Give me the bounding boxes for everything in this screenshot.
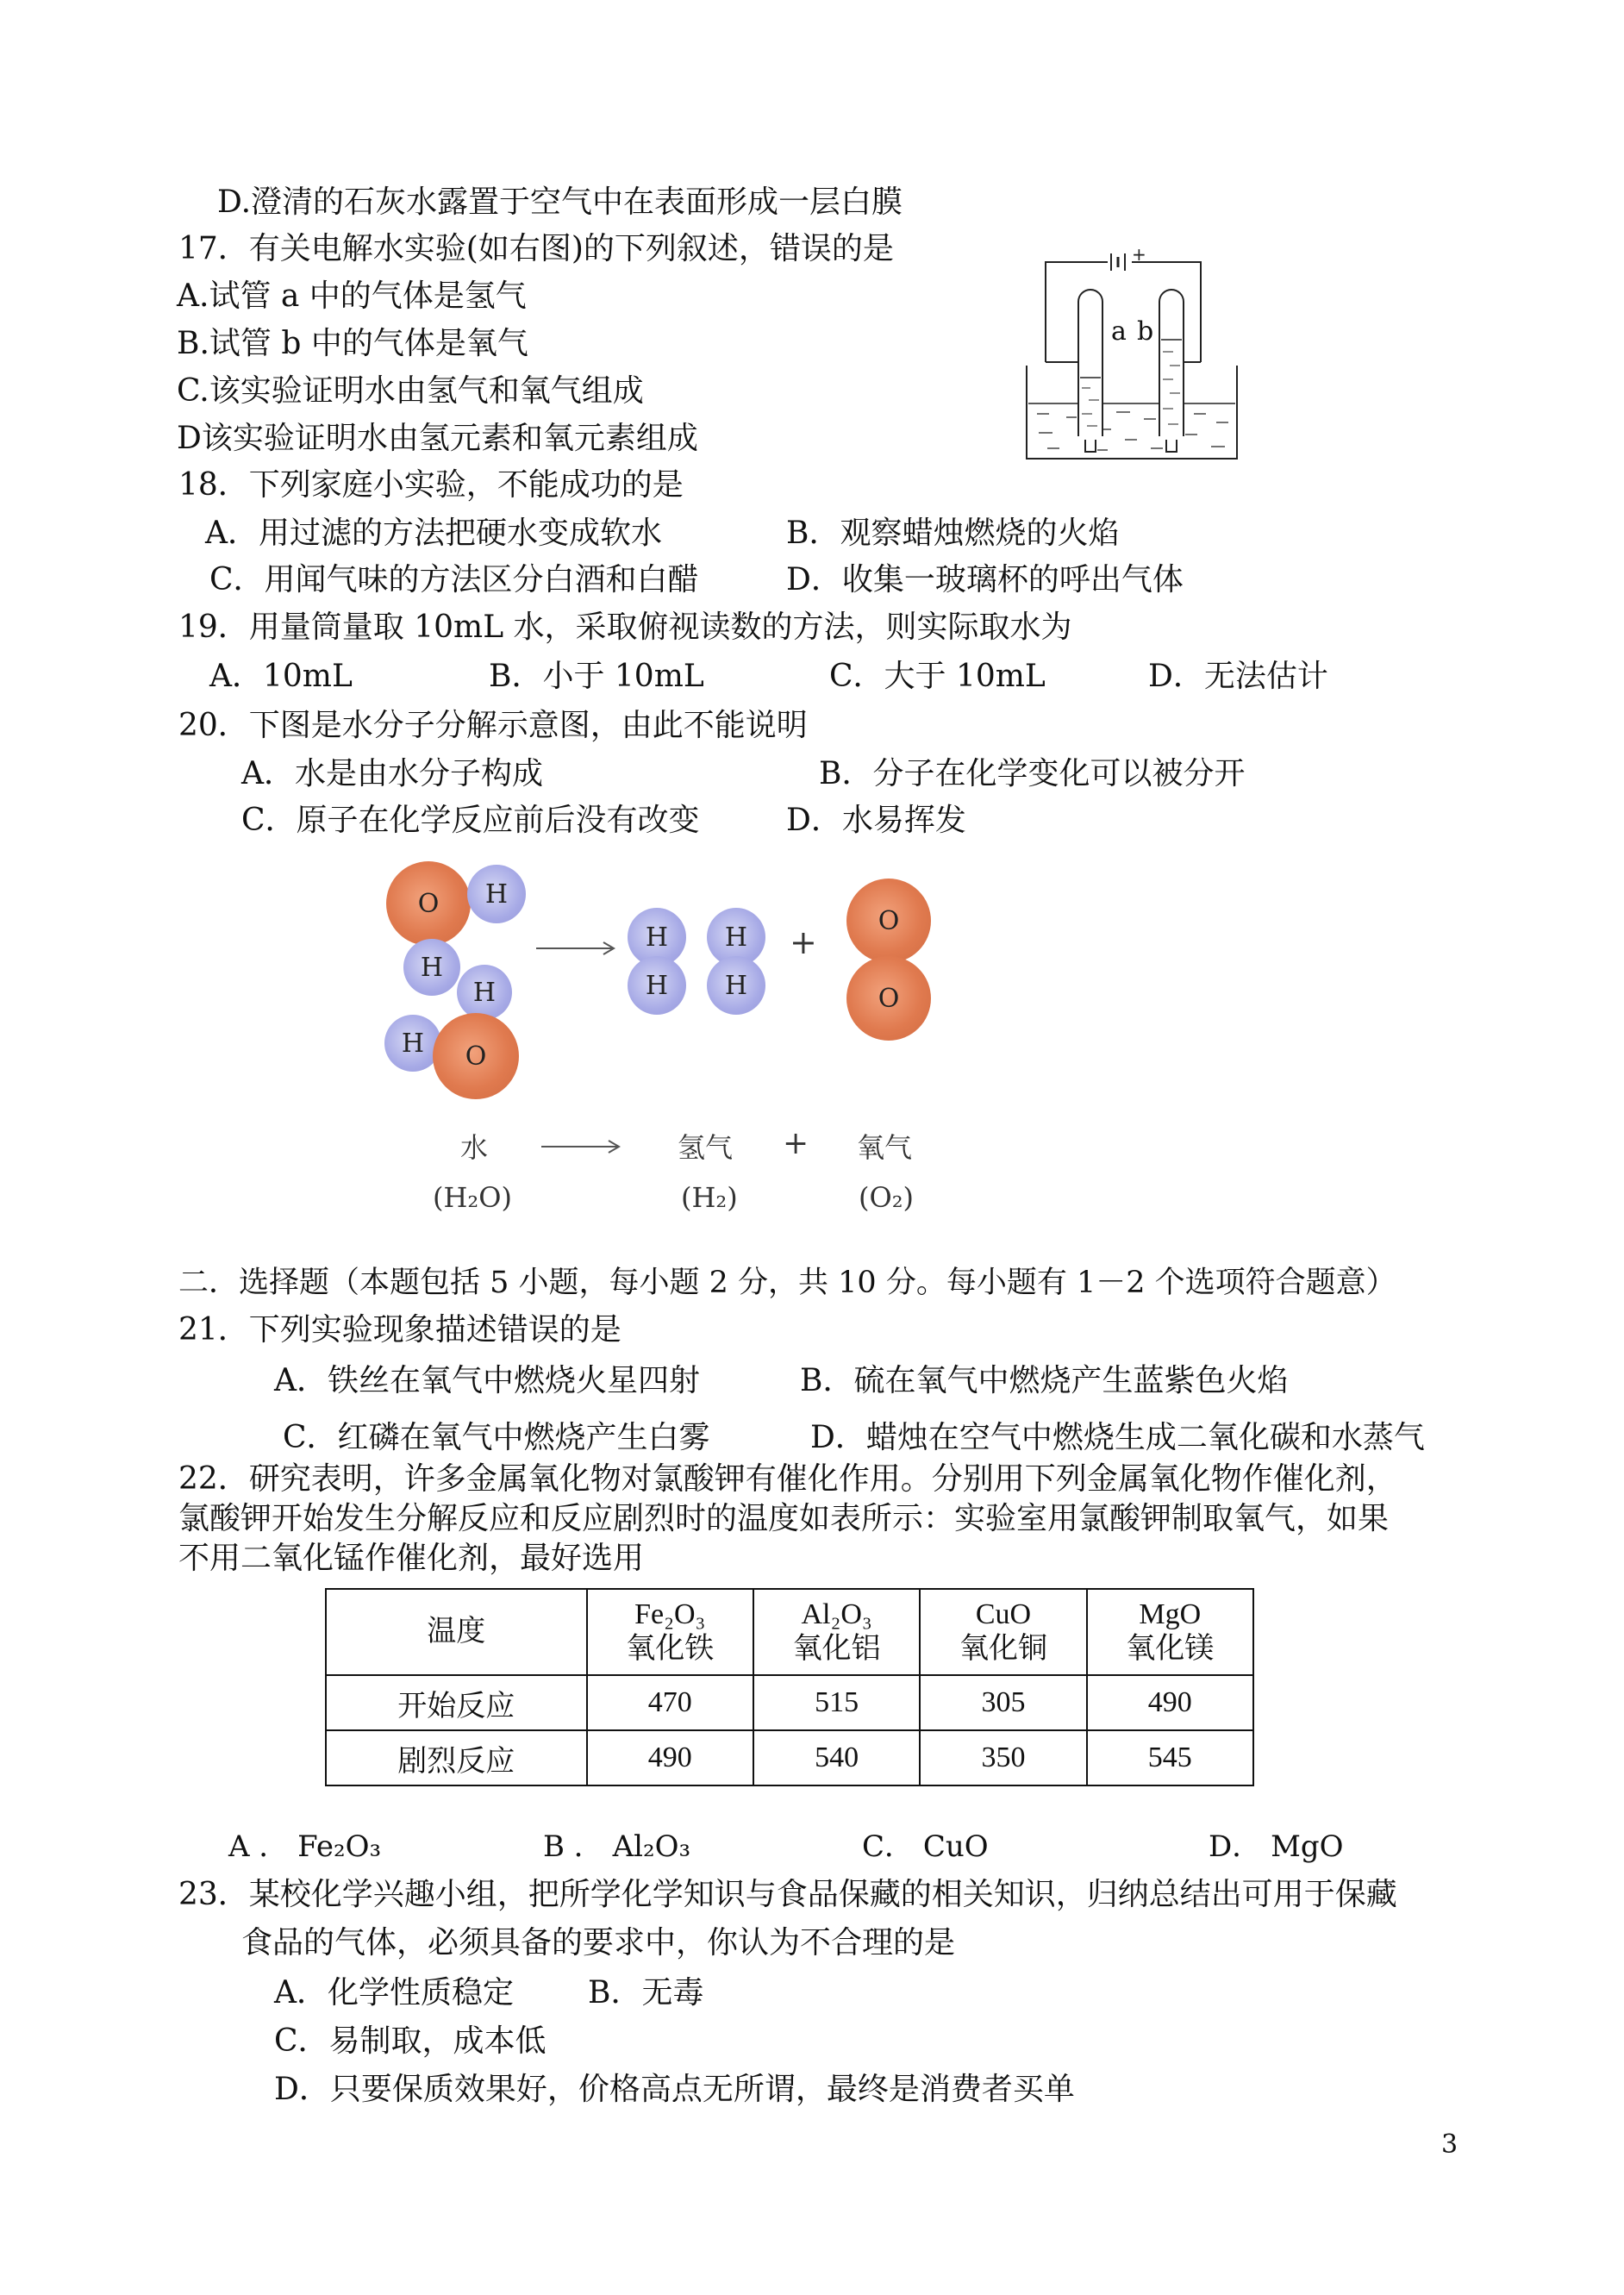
q23-option-d: D．只要保质效果好，价格高点无所谓，最终是消费者买单 [274, 2072, 1075, 2107]
q23-stem-line-2: 食品的气体，必须具备的要求中，你认为不合理的是 [241, 1925, 956, 1960]
table-cell: 545 [1087, 1730, 1253, 1785]
oxygen-atom: O [386, 861, 471, 946]
oxygen-atom: O [433, 1013, 519, 1099]
water-decomposition-figure: O H H H H O H H H H + O O 水 氢气 + 氧气 (H₂O) (H₂) (O₂) [371, 849, 940, 1229]
table-cell: 305 [920, 1675, 1086, 1730]
q16-option-d: D.澄清的石灰水露置于空气中在表面形成一层白膜 [217, 184, 903, 220]
plus-sign: + [783, 1126, 809, 1161]
q20-stem: 20．下图是水分子分解示意图，由此不能说明 [178, 708, 808, 743]
water-formula: H₂O [443, 1181, 502, 1214]
q21-option-c: C．红磷在氧气中燃烧产生白雾 [283, 1420, 710, 1455]
hydrogen-atom: H [457, 965, 512, 1020]
q22-option-c: C． CuO [862, 1829, 989, 1864]
catalyst-temperature-table [325, 1588, 1254, 1786]
page-number: 3 [1441, 2129, 1458, 2160]
oxygen-label: 氧气 [857, 1131, 913, 1164]
table-header-fe2o3 [587, 1589, 753, 1675]
water-label: 水 [460, 1131, 489, 1164]
table-cell: 490 [587, 1730, 753, 1785]
q18-option-b: B．观察蜡烛燃烧的火焰 [786, 516, 1120, 551]
table-cell: 515 [753, 1675, 920, 1730]
q22-stem-line-3: 不用二氧化锰作催化剂，最好选用 [178, 1541, 645, 1576]
table-row [326, 1675, 1253, 1730]
q19-stem: 19．用量筒量取 10mL 水，采取俯视读数的方法，则实际取水为 [178, 610, 1072, 645]
hydrogen-atom: H [467, 865, 526, 923]
formula: Al₂O₃ [801, 1598, 872, 1630]
q23-option-a: A．化学性质稳定 [274, 1975, 514, 2010]
q23-option-c: C．易制取，成本低 [274, 2023, 547, 2059]
formula: CuO [975, 1598, 1032, 1630]
section2-title: 二．选择题（本题包括 5 小题，每小题 2 分，共 10 分。每小题有 1－2 个选项符合题意） [178, 1266, 1396, 1300]
tube-b-label: b [1137, 316, 1154, 347]
q19-option-d: D．无法估计 [1148, 659, 1328, 694]
q19-option-a: A．10mL [209, 659, 353, 694]
row-label: 开始反应 [326, 1675, 587, 1730]
table-cell: 490 [1087, 1675, 1253, 1730]
q19-option-c: C．大于 10mL [829, 659, 1046, 694]
hydrogen-atom: H [628, 908, 686, 966]
q17-option-b: B.试管 b 中的气体是氧气 [177, 326, 528, 361]
table-row [326, 1730, 1253, 1785]
q18-option-d: D．收集一玻璃杯的呼出气体 [786, 562, 1184, 597]
oxide-name: 氧化铁 [626, 1633, 715, 1665]
q20-option-c: C．原子在化学反应前后没有改变 [241, 803, 700, 838]
oxide-name: 氧化镁 [1126, 1633, 1215, 1665]
table-header-al2o3 [753, 1589, 920, 1675]
table-cell: 350 [920, 1730, 1086, 1785]
table-cell: 470 [587, 1675, 753, 1730]
oxide-name: 氧化铜 [959, 1633, 1047, 1665]
table-cell: 540 [753, 1730, 920, 1785]
formula: MgO [1139, 1598, 1202, 1630]
q23-option-b: B．无毒 [588, 1975, 704, 2010]
battery-plus-label: + [1132, 248, 1146, 265]
battery-minus-label: - [1090, 251, 1097, 272]
formula: Fe₂O₃ [634, 1598, 706, 1630]
q21-option-b: B．硫在氧气中燃烧产生蓝紫色火焰 [800, 1363, 1289, 1398]
q22-option-b: B ． Al₂O₃ [543, 1829, 691, 1864]
hydrogen-label: 氢气 [678, 1131, 734, 1164]
plus-sign: + [790, 923, 817, 961]
q18-option-a: A．用过滤的方法把硬水变成软水 [205, 516, 662, 551]
q18-option-c: C．用闻气味的方法区分白酒和白醋 [209, 562, 699, 597]
q22-stem-line-1: 22．研究表明，许多金属氧化物对氯酸钾有催化作用。分别用下列金属氧化物作催化剂， [178, 1461, 1397, 1497]
reaction-arrow [534, 935, 621, 961]
hydrogen-formula: H₂ [691, 1181, 728, 1214]
q17-stem: 17．有关电解水实验(如右图)的下列叙述，错误的是 [178, 231, 894, 266]
q17-option-a: A.试管 a 中的气体是氢气 [177, 278, 527, 314]
reaction-arrow [540, 1134, 626, 1160]
q20-option-b: B．分子在化学变化可以被分开 [819, 756, 1246, 791]
q22-option-d: D． MgO [1209, 1829, 1344, 1864]
q21-option-d: D．蜡烛在空气中燃烧生成二氧化碳和水蒸气 [810, 1420, 1425, 1455]
q19-option-b: B．小于 10mL [489, 659, 704, 694]
q23-stem-line-1: 23．某校化学兴趣小组，把所学化学知识与食品保藏的相关知识，归纳总结出可用于保藏 [178, 1877, 1397, 1912]
oxygen-atom: O [846, 879, 931, 963]
hydrogen-atom: H [628, 956, 686, 1015]
oxygen-atom: O [846, 956, 931, 1041]
oxygen-formula: O₂ [869, 1181, 903, 1214]
q18-stem: 18．下列家庭小实验，不能成功的是 [178, 467, 684, 503]
q21-option-a: A．铁丝在氧气中燃烧火星四射 [274, 1363, 700, 1398]
q22-stem-line-2: 氯酸钾开始发生分解反应和反应剧烈时的温度如表所示：实验室用氯酸钾制取氧气，如果 [178, 1501, 1390, 1536]
oxide-name: 氧化铝 [792, 1633, 881, 1665]
q17-option-c: C.该实验证明水由氢气和氧气组成 [177, 373, 644, 409]
q20-option-d: D．水易挥发 [786, 803, 966, 838]
hydrogen-atom: H [403, 939, 460, 996]
q17-option-d: D该实验证明水由氢元素和氧元素组成 [177, 421, 698, 456]
tube-a-label: a [1111, 316, 1127, 347]
row-label: 剧烈反应 [326, 1730, 587, 1785]
table-header-cuo [920, 1589, 1086, 1675]
q22-option-a: A ． Fe₂O₃ [228, 1829, 382, 1864]
table-corner: 温度 [326, 1589, 587, 1675]
q21-stem: 21．下列实验现象描述错误的是 [178, 1312, 621, 1348]
hydrogen-atom: H [707, 908, 765, 966]
hydrogen-atom: H [384, 1015, 441, 1072]
electrolysis-figure [1021, 248, 1242, 464]
hydrogen-atom: H [707, 956, 765, 1015]
table-header-mgo [1087, 1589, 1253, 1675]
q20-option-a: A．水是由水分子构成 [241, 756, 543, 791]
